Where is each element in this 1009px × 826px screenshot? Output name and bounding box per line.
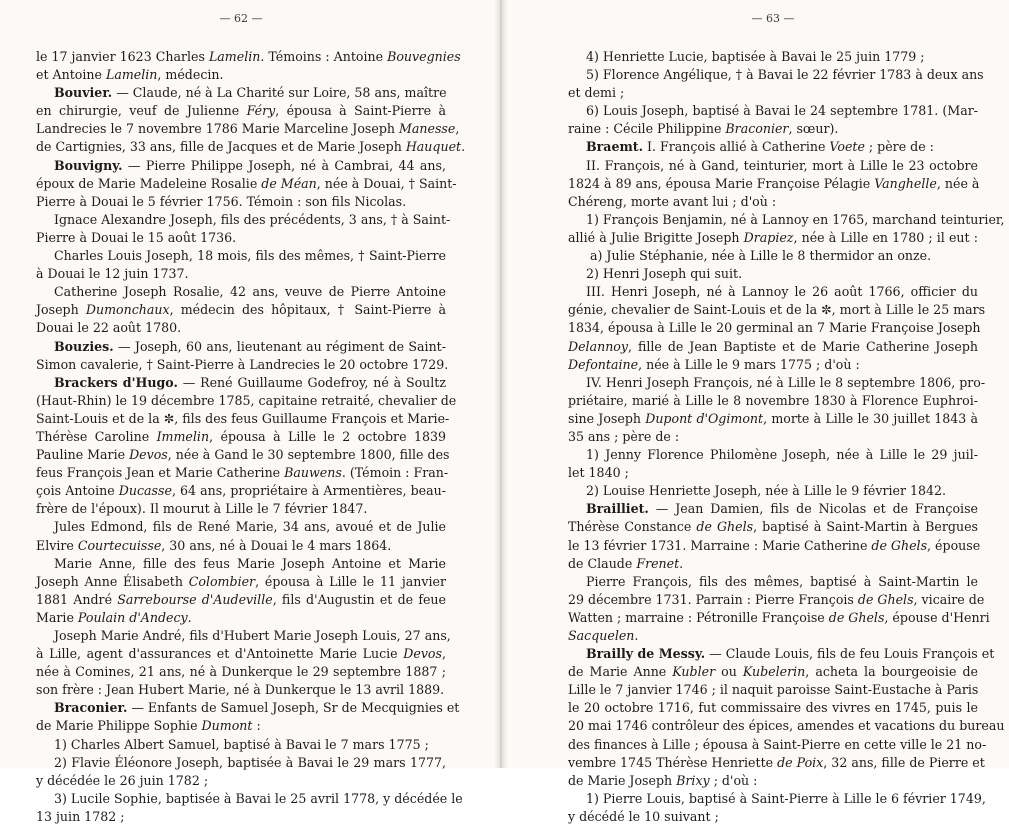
surname: Kubelerin [742,664,806,680]
text-run: y décédé le 10 suivant ; [568,808,719,824]
text-line [36,338,446,356]
text-run: 6) Louis Joseph, baptisé à Bavai le 24 septembre 1781. (Mar- [586,103,978,119]
text-run: . [679,555,684,571]
text-run: Jules Edmond, fils de René Marie, 34 ans, avoué et de Julie [54,519,446,535]
text-line [568,627,978,645]
text-line [36,627,451,645]
text-run: Thérèse Caroline [36,428,157,444]
text-line [36,229,446,247]
text-line [36,591,446,609]
text-line [568,645,995,663]
surname: Lamelin [105,67,158,83]
text-run: II. François, né à Gand, teinturier, mort à Lille le 23 octobre [586,157,978,173]
text-run: , épouse [927,537,981,553]
text-run: . Témoins : Antoine [260,49,388,64]
text-line [36,374,446,392]
text-run: — Pierre Philippe Joseph, né à Cambrai, 44 ans, [122,157,446,173]
text-run: . (Témoin : Fran- [341,465,449,481]
text-run: — René Guillaume Godefroy, né à Soultz [177,374,446,390]
text-run: Pauline Marie [36,447,130,463]
text-line [36,500,446,518]
text-line [36,537,446,555]
text-run: (Haut-Rhin) le 19 décembre 1785, capitaine retraité, chevalier de [36,392,457,408]
text-line [568,392,978,410]
surname: Vanghelle [874,175,937,191]
text-run: , née à Gand le 30 septembre 1800, fille des [167,447,450,463]
text-run: feus François Jean et Marie Catherine [36,465,285,481]
text-line [568,681,978,699]
text-line [568,102,978,120]
book-gutter [494,0,508,768]
text-line [36,446,450,464]
text-line [568,84,978,102]
text-run: le 20 octobre 1716, fut commissaire des vivres en 1745, puis le [568,700,978,716]
text-run: 1834, épousa à Lille le 20 germinal an 7 Marie Françoise Joseph [568,320,981,336]
text-line [568,482,978,500]
text-line [36,392,457,410]
text-run: allié à Julie Brigitte Joseph [568,229,744,245]
text-line [36,356,449,374]
text-line [568,518,978,536]
text-run: Simon cavalerie, † Saint-Pierre à Landrecies le 20 octobre 1729. [36,356,449,372]
text-run: let 1840 ; [568,465,629,481]
text-run: 1) Charles Albert Samuel, baptisé à Bavai le 7 mars 1775 ; [54,736,429,752]
text-run: , 64 ans, propriétaire à Armentières, beau- [171,483,446,499]
text-run: . [187,609,192,625]
text-run: de Marie Joseph [568,772,677,788]
text-line [568,283,978,301]
text-run: Pierre à Douai le 15 août 1736. [36,229,237,245]
text-run: ou [715,664,743,680]
page-number: — 62 — [219,12,263,25]
text-run: . [634,628,639,643]
text-run: raine : Cécile Philippine [568,121,726,137]
text-line [568,464,978,482]
text-run: — Enfants de Samuel Joseph, Sr de Mecquignies et [127,700,460,716]
text-line [36,482,446,500]
surname: Poulain d'Andecy [77,609,188,625]
text-run: sine Joseph [568,410,646,426]
text-line [36,175,457,193]
surname: de Méan [261,175,317,191]
text-line [568,699,978,717]
text-line [568,229,978,247]
text-line [36,609,446,627]
text-line [36,518,446,536]
text-line [36,699,460,717]
text-run: à Douai le 12 juin 1737. [36,266,189,282]
text-run: 20 mai 1746 contrôleur des épices, amendes et vacations du bureau [568,718,1005,734]
text-run: I. François allié à Catherine [642,139,830,155]
text-run: çois Antoine [36,483,119,499]
text-run: 2) Flavie Éléonore Joseph, baptisée à Bavai le 29 mars 1777, [54,754,446,770]
text-run: III. Henri Joseph, né à Lannoy le 26 août 1766, officier du [586,284,978,300]
text-run: 5) Florence Angélique, † à Bavai le 22 février 1783 à deux ans [586,67,984,83]
text-run: Douai le 22 août 1780. [36,320,182,336]
text-line [568,428,978,446]
text-line [36,645,446,663]
text-line [36,211,451,229]
text-line [568,717,1005,735]
text-run: Landrecies le 7 novembre 1786 Marie Marceline Joseph [36,121,399,137]
text-line [568,754,985,772]
entry-heading: Brailliet. [586,501,649,517]
surname: Voete [829,139,865,155]
surname: Colombier [188,573,256,589]
surname: Manesse [399,121,456,137]
text-run: Joseph [36,302,86,318]
text-line [36,663,446,681]
text-line [36,717,446,735]
text-line [36,790,463,808]
text-line [36,736,446,754]
text-run: , fils d'Augustin et de feue [272,591,446,607]
text-run: Saint-Louis et de la ✼, fils des feus Guillaume François et Marie- [36,410,450,426]
text-run: de Marie Philippe Sophie [36,718,202,734]
text-run: des finances à Lille ; épousa à Saint-Pierre en cette ville le 21 no- [568,736,987,752]
text-run: Elvire [36,537,78,553]
text-run: le 13 février 1731. Marraine : Marie Catherine [568,537,872,553]
text-run: priétaire, marié à Lille le 8 novembre 1830 à Florence Euphroi- [568,392,978,408]
text-run: — Claude, né à La Charité sur Loire, 58 ans, maître [112,85,447,101]
text-run: , née à Lille le 9 mars 1775 ; d'où : [638,356,860,372]
text-line [36,120,460,138]
text-line [36,84,446,102]
text-run: de Claude [568,555,637,571]
text-run: 35 ans ; père de : [568,428,680,444]
text-run: Marie Anne, fille des feus Marie Joseph Antoine et Marie [54,555,446,571]
text-run: Charles Louis Joseph, 18 mois, fils des mêmes, † Saint-Pierre [54,248,446,264]
surname: Braconier [725,121,789,137]
text-line [568,338,978,356]
text-run: époux de Marie Madeleine Rosalie [36,175,262,191]
text-run: , sœur). [788,121,839,137]
text-run: , 32 ans, fille de Pierre et [823,754,985,770]
text-run: le 17 janvier 1623 Charles [36,49,209,64]
text-run: de Marie Anne [568,664,673,680]
surname: Dumont [201,718,253,734]
text-run: a) Julie Stéphanie, née à Lille le 8 thermidor an onze. [590,248,932,264]
entry-heading: Braemt. [586,139,643,155]
text-line [568,772,978,790]
surname: Sacquelen [568,628,635,643]
surname: Hauquet [405,139,462,155]
text-line [568,138,978,156]
surname: de Ghels [696,519,754,535]
text-run: 29 décembre 1731. Parrain : Pierre François [568,591,858,607]
text-line [568,410,978,428]
surname: Dumonchaux [85,302,170,318]
text-line [36,754,446,772]
text-run: 1) Jenny Florence Philomène Joseph, née à Lille le 29 juil- [586,447,978,463]
text-line [568,736,987,754]
text-line [568,356,978,374]
text-run: en chirurgie, veuf de Julienne [36,103,247,119]
surname: Devos [403,646,442,662]
text-run: , morte à Lille le 30 juillet 1843 à [763,410,979,426]
text-line [568,247,978,265]
text-run: 1824 à 89 ans, épousa Marie Françoise Pélagie [568,175,875,191]
text-line [568,555,978,573]
text-line [36,247,446,265]
text-line [36,48,461,66]
surname: Kubler [672,664,716,680]
surname: Defontaine [568,356,639,372]
text-run: 1) Pierre Louis, baptisé à Saint-Pierre à Lille le 6 février 1749, [586,790,986,806]
surname: Ducasse [118,483,172,499]
surname: de Ghels [828,609,885,625]
text-run: Pierre à Douai le 5 février 1756. Témoin : son fils Nicolas. [36,193,407,209]
entry-heading: Bouvier. [54,85,113,101]
text-line [568,446,978,464]
text-run: à Lille, agent d'assurances et d'Antoinette Marie Lucie [36,646,404,662]
text-line [568,175,978,193]
text-run: frère de l'époux). Il mourut à Lille le 7 février 1847. [36,501,368,517]
surname: Courtecuisse [77,537,162,553]
text-line [568,790,986,808]
text-run: vembre 1745 Thérèse Henriette [568,754,778,770]
text-run: , [455,121,460,137]
text-run: , vicaire de [913,591,985,607]
text-run: de Cartignies, 33 ans, fille de Jacques et de Marie Joseph [36,139,406,155]
entry-heading: Bouvigny. [54,157,123,173]
text-run: , [441,646,446,662]
text-line [568,120,978,138]
text-run: ; père de : [864,139,934,155]
text-run: , fille de Jean Baptiste et de Marie Catherine Joseph [628,338,978,354]
text-run: , née à Douai, † Saint- [316,175,457,191]
text-line [36,681,446,699]
text-line [36,138,466,156]
text-block [568,48,1005,826]
text-line [36,283,446,301]
text-run: , acheta la bourgeoisie de [805,664,979,680]
text-run: Joseph Anne Élisabeth [36,573,189,589]
text-line [568,48,978,66]
surname: Bouvegnies [387,49,461,64]
surname: de Poix [777,754,824,770]
text-line [568,319,981,337]
text-line [568,808,978,826]
text-line [568,609,990,627]
surname: Drapiez [743,229,794,245]
text-line [36,428,446,446]
surname: Féry [246,103,276,119]
text-run: , épousa à Lille le 2 octobre 1839 [209,428,446,444]
text-line [568,157,978,175]
text-run: IV. Henri Joseph François, né à Lille le 8 septembre 1806, pro- [586,374,986,390]
surname: de Ghels [857,591,914,607]
text-run: , médecin des hôpitaux, † Saint-Pierre à [169,302,446,318]
text-run: Lille le 7 janvier 1746 ; il naquit paroisse Saint-Eustache à Paris [568,682,979,698]
text-run: Chéreng, morte avant lui ; d'où : [568,193,777,209]
text-run: Catherine Joseph Rosalie, 42 ans, veuve de Pierre Antoine [54,284,446,300]
text-line [568,211,1005,229]
surname: Bauwens [284,465,342,481]
text-run: 3) Lucile Sophie, baptisée à Bavai le 25 avril 1778, y décédée le [54,790,463,806]
text-run: — Claude Louis, fils de feu Louis François et [705,646,995,662]
surname: Sarrebourse d'Audeville [117,591,273,607]
text-run: 4) Henriette Lucie, baptisée à Bavai le 25 juin 1779 ; [586,49,925,64]
text-line [36,772,446,790]
text-run: — Jean Damien, fils de Nicolas et de Françoise [648,501,978,517]
text-line [568,537,981,555]
text-line [36,102,446,120]
text-run: : [252,718,261,734]
text-run: Joseph Marie André, fils d'Hubert Marie Joseph Louis, 27 ans, [54,628,451,643]
text-run: 2) Louise Henriette Joseph, née à Lille le 9 février 1842. [586,483,947,499]
text-line [36,410,450,428]
text-line [36,301,446,319]
text-line [36,573,446,591]
text-line [568,663,978,681]
surname: Delannoy [568,338,629,354]
text-run: Pierre François, fils des mêmes, baptisé à Saint-Martin le [586,573,978,589]
text-line [36,66,446,84]
text-run: , épousa à Saint-Pierre à [275,103,446,119]
text-line [36,193,446,211]
text-run: et demi ; [568,85,625,101]
text-run: 13 juin 1782 ; [36,808,125,824]
text-run: Watten ; marraine : Pétronille Françoise [568,609,829,625]
right-page [568,10,1005,826]
text-run: , médecin. [157,67,224,83]
text-run: — Joseph, 60 ans, lieutenant au régiment de Saint- [113,338,446,354]
text-line [568,573,978,591]
text-run: ; d'où : [709,772,758,788]
surname: de Ghels [871,537,928,553]
text-run: , née à [936,175,980,191]
text-run: , baptisé à Saint-Martin à Bergues [753,519,978,535]
text-line [36,319,446,337]
text-block [36,48,466,826]
text-run: et Antoine [36,67,106,83]
text-run: y décédée le 26 juin 1782 ; [36,772,209,788]
entry-heading: Brailly de Messy. [586,646,706,662]
surname: Lamelin [208,49,261,64]
text-line [36,555,446,573]
text-line [568,265,978,283]
text-run: génie, chevalier de Saint-Louis et de la ✼, mort à Lille le 25 mars [568,302,986,318]
text-run: , née à Lille en 1780 ; il eut : [793,229,978,245]
entry-heading: Bouzies. [54,338,114,354]
surname: Devos [129,447,168,463]
text-run: née à Comines, 21 ans, né à Dunkerque le 29 septembre 1887 ; [36,664,446,680]
text-line [36,464,449,482]
entry-heading: Braconier. [54,700,128,716]
surname: Frenet [636,555,680,571]
text-line [36,808,446,826]
left-page [36,10,466,826]
text-line [568,301,986,319]
text-run: 1881 André [36,591,118,607]
surname: Immelin [156,428,210,444]
text-run: Ignace Alexandre Joseph, fils des précédents, 3 ans, † à Saint- [54,211,451,227]
text-line [568,374,986,392]
text-run: , épouse d'Henri [884,609,990,625]
text-run: 2) Henri Joseph qui suit. [586,266,743,282]
surname: Brixy [676,772,710,788]
text-run: son frère : Jean Hubert Marie, né à Dunkerque le 13 avril 1889. [36,682,445,698]
text-line [568,66,984,84]
text-line [568,193,978,211]
text-line [36,265,446,283]
page-number: — 63 — [751,12,795,25]
text-run: , 30 ans, né à Douai le 4 mars 1864. [161,537,392,553]
surname: Dupont d'Ogimont [645,410,764,426]
entry-heading: Brackers d'Hugo. [54,374,178,390]
text-run: Thérèse Constance [568,519,697,535]
text-run: Marie [36,609,78,625]
text-line [568,591,985,609]
text-line [568,500,978,518]
text-line [36,157,446,175]
text-run: . [461,139,466,155]
text-run: , épousa à Lille le 11 janvier [255,573,446,589]
text-run: 1) François Benjamin, né à Lannoy en 1765, marchand teinturier, [586,211,1005,227]
